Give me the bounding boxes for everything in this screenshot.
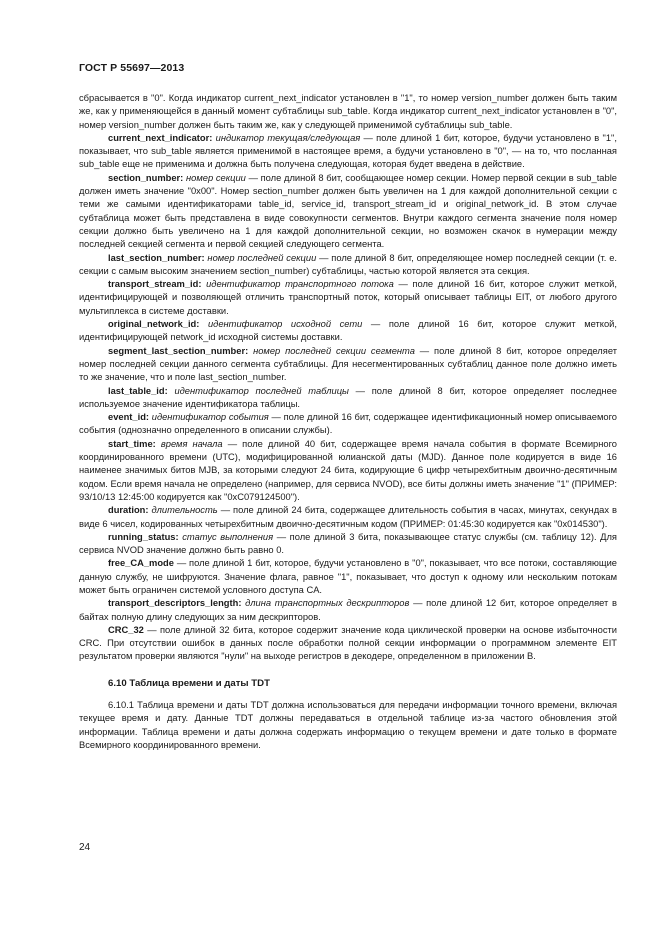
document-body xyxy=(79,92,617,752)
field-segment-last-section-number: segment_last_section_number: номер последней секции сегмента — поле длиной 8 бит, которое определяет номер последней секции данного сегмента субтаблицы. Для несегментированных субтаблиц данное поле должно иметь то же значение, что и поле last_section_number. xyxy=(79,345,617,383)
field-original-network-id: original_network_id: идентификатор исходной сети — поле длиной 16 бит, которое служит меткой, идентифицирующей network_id исходной системы доставки. xyxy=(79,319,617,343)
section-heading: 6.10 Таблица времени и даты TDT xyxy=(108,677,270,689)
field-last-section-number: last_section_number: номер последней секции — поле длиной 8 бит, определяющее номер последней секции (т. е. секции с самым высоким значением section_number) субтаблицы, частью которой является эта секция. xyxy=(79,252,617,276)
section-paragraph: 6.10.1 Таблица времени и даты TDT должна использоваться для передачи информации точного времени, включая текущее время и дату. Данные TDT должны передаваться в отдельной таблице из-за частого обновления этой информации. Таблица времени и даты должна содержать информацию о текущем времени и дате только в формате Всемирного координированного времени. xyxy=(79,700,617,750)
field-transport-stream-id: transport_stream_id: идентификатор транспортного потока — поле длиной 16 бит, которое служит меткой, идентифицирующей и позволяющей отличить транспортный поток, который описывает таблицы EIT, от любого другого мультиплекса в системе доставки. xyxy=(79,279,617,316)
field-last-table-id: last_table_id: идентификатор последней таблицы — поле длиной 8 бит, которое определяет последнее используемое значение идентификатора таблицы. xyxy=(79,385,617,409)
field-crc-32: CRC_32 — поле длиной 32 бита, которое содержит значение кода циклической проверки на основе избыточности CRC. При отсутствии ошибок в данных после обработки полной секции информации о программном элементе EIT результатом проверки являются "нули" на выходе регистров в декодере, определенном в приложении B. xyxy=(79,624,617,662)
field-event-id: event_id: идентификатор события — поле длиной 16 бит, содержащее идентификационный номер описываемого события (однозначно определенного в описании службы). xyxy=(79,412,617,436)
field-transport-descriptors-length: transport_descriptors_length: длина транспортных дескрипторов — поле длиной 12 бит, которое определяет в байтах полную длину следующих за ним дескрипторов. xyxy=(79,598,617,622)
field-running-status: running_status: статус выполнения — поле длиной 3 бита, показывающее статус службы (см. таблицу 12). Для сервиса NVOD значение должно быть равно 0. xyxy=(79,531,617,556)
field-start-time: start_time: время начала — поле длиной 40 бит, содержащее время начала события в формате Всемирного координированного времени (UTC), модифицированной юлианской даты (MJD). Данное поле кодируется в виде 16 наименее значимых битов MJB, за которыми следуют 24 бита, кодирующие 6 цифр четырехбитным двоично-десятичным кодом. Если время начала не определено (например, для сервиса NVOD), все биты должны иметь значение "1" (ПРИМЕР: 93/10/13 12:45:00 кодируется как "0xC079124500"). xyxy=(79,438,618,502)
field-current-next-indicator: current_next_indicator: индикатор текущая/следующая — поле длиной 1 бит, которое, будучи установлено в "1", показывает, что sub_table является применимой в настоящее время, а будучи установлено в "0", — на то, что посланная sub_table еще не применима и должна быть получена следующая, которая будет введена в действие. xyxy=(79,132,617,170)
document-header: ГОСТ Р 55697—2013 xyxy=(79,62,185,74)
field-free-ca-mode: free_CA_mode — поле длиной 1 бит, которое, будучи установлено в "0", показывает, что все потоки, составляющие данную службу, не шифруются. Значение флага, равное "1", показывает, что доступ к одному или нескольким потокам может быть ограничен системой условного доступа CA. xyxy=(79,558,617,595)
field-section-number: section_number: номер секции — поле длиной 8 бит, сообщающее номер секции. Номер первой секции в sub_table должен иметь значение "0x00". Номер section_number должен быть увеличен на 1 для каждой дополнительной секции с теми же самыми идентификаторами table_id, service_id, transport_stream_id и original_network_id. В этом случае субтаблица может быть представлена в виде совокупности сегментов. Внутри каждого сегмента значение поля номер секции должно быть увеличено на 1 для каждой дополнительной секции, но возможен скачок в нумерации между последней секцией сегмента и первой секцией следующего сегмента. xyxy=(79,172,617,250)
intro-paragraph: сбрасывается в "0". Когда индикатор current_next_indicator установлен в "1", то номер version_number должен быть таким же, как у применяющейся в данный момент субтаблицы sub_table. Когда индикатор current_next_indicator установлен в "0", номер version_number должен быть таким же, как у следующей применимой субтаблицы sub_table. xyxy=(79,93,617,130)
page-number: 24 xyxy=(79,842,91,853)
field-duration: duration: длительность — поле длиной 24 бита, содержащее длительность события в часах, минутах, секундах в виде 6 чисел, кодированных четырехбитным двоично-десятичным кодом (ПРИМЕР: 01:45:30 кодируется как "0x014530"). xyxy=(79,505,617,529)
